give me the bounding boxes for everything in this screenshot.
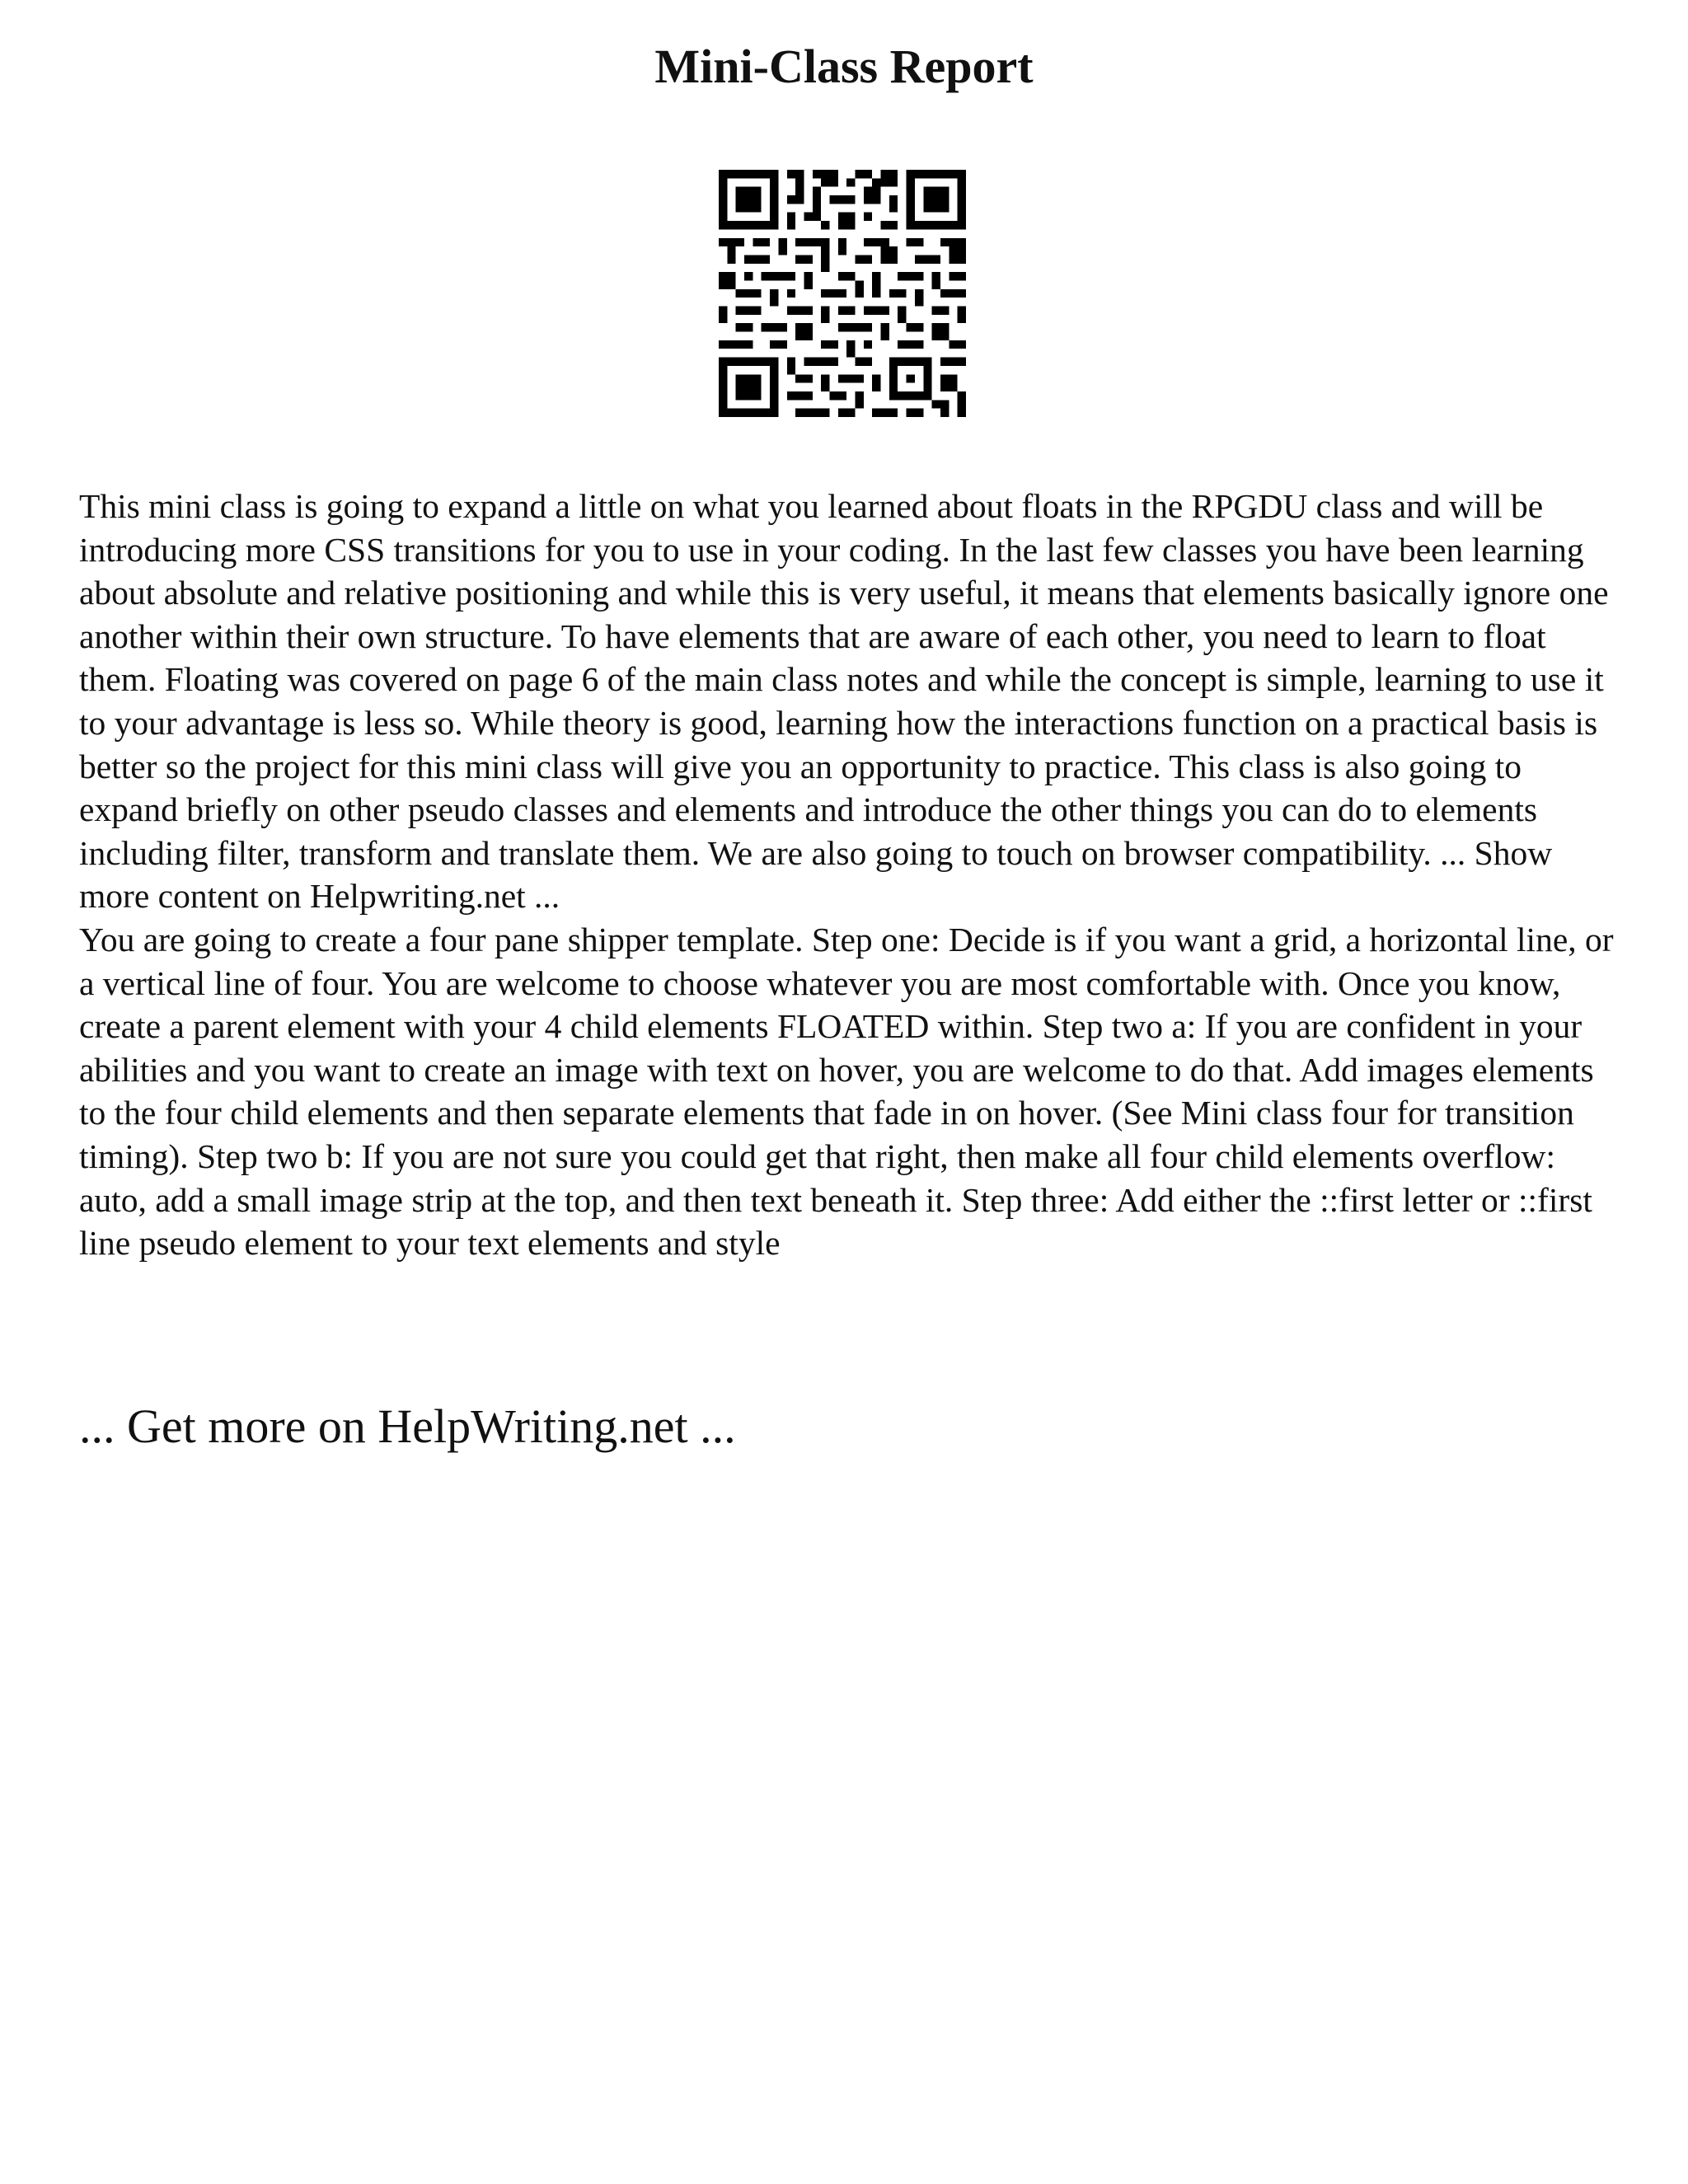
body-paragraph-2: You are going to create a four pane shipper template. Step one: Decide is if you want a grid, a horizontal line, or a vertical line of four. You are welcome to choose whatever you are most comfortable with. Once you know, create a parent element with your 4 child elements FLOATED within. Step two a: If you are confident in your abilities and you want to create an image with text on hover, you are welcome to do that. Add images elements to the four child elements and then separate elements that fade in on hover. (See Mini class four for transition timing). Step two b: If you are not sure you could get that right, then make all four child elements overflow: auto, add a small image strip at the top, and then text beneath it. Step three: Add either the ::first letter or ::first line pseudo element to your text elements and style xyxy=(79,920,1614,1263)
body-paragraph-1: This mini class is going to expand a little on what you learned about floats in the RPGDU class and will be introducing more CSS transitions for you to use in your coding. In the last few classes you have been learning about absolute and relative positioning and while this is very useful, it means that elements basically ignore one another within their own structure. To have elements that are aware of each other, you need to learn to float them. Floating was covered on page 6 of the main class notes and while the concept is simple, learning to use it to your advantage is less so. While theory is good, learning how the interactions function on a practical basis is better so the project for this mini class will give you an opportunity to practice. This class is also going to expand briefly on other pseudo classes and elements and introduce the other things you can do to elements including filter, transform and translate them. We are also going to touch on browser compatibility. ... Show more content on Helpwriting.net ... xyxy=(79,487,1609,916)
get-more-link[interactable]: ... Get more on HelpWriting.net ... xyxy=(79,1399,736,1453)
qr-code-graphic xyxy=(719,170,966,417)
qr-code-icon xyxy=(719,170,966,417)
page-title: Mini-Class Report xyxy=(654,40,1034,93)
report-body xyxy=(79,485,1629,1265)
